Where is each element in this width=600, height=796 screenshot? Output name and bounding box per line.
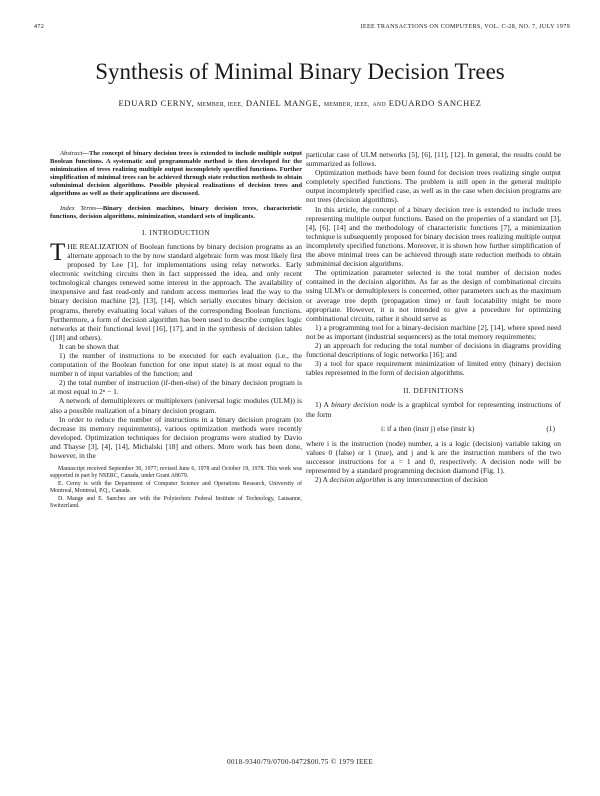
index-terms-text: —Binary decision machines, binary decision trees, characteristic functions, decision algorithms, minimization, standard sets of implicants. xyxy=(50,204,302,220)
author-2-role: MEMBER, IEEE, xyxy=(323,102,370,108)
equation-expression: i: if a then (instr j) else (instr k) xyxy=(381,423,475,433)
right-paragraph-2: Optimization methods have been found for decision trees realizing single output completely specified functions. The problem is still open in the general multiple output incompletely specified case, as well as in the case when decision programs are not trees (decision algorithms). xyxy=(306,168,561,205)
intro-paragraph-4: 2) the total number of instruction (if-then-else) of the binary decision program is at most equal to 2ⁿ − 1. xyxy=(50,378,302,397)
left-column xyxy=(50,150,302,511)
page-number: 472 xyxy=(34,23,45,30)
author-3: EDUARDO SANCHEZ xyxy=(388,98,482,108)
definition-2-lead: 2) A xyxy=(315,475,330,484)
right-paragraph-4: The optimization parameter selected is the total number of decision nodes contained in the decision algorithm. As far as the design of combinational circuits using ULM's or demultiplexers is concerned, other parameters such as the maximum or average tree depth (propagation time) or fault locatability might be more appropriate. However, it is not intended to give a procedure for optimizing combinational circuits, rather it should serve as xyxy=(306,268,561,323)
index-terms-label: Index Terms xyxy=(60,204,97,212)
section-heading-definitions: II. DEFINITIONS xyxy=(403,386,464,396)
definition-1-continued: where i is the instruction (node) number, a is a logic (decision) variable taking on values 0 (false) or 1 (true), and j and k are the instruction numbers of the two successor instructions for a = 1 and 0, respectively. A decision node will be represented by a standard programming decision diamond (Fig. 1). xyxy=(306,438,561,475)
journal-name: IEEE TRANSACTIONS ON COMPUTERS, VOL. C-28, NO. 7, JULY 1979 xyxy=(360,23,570,30)
intro-paragraph-2: It can be shown that xyxy=(59,341,119,351)
copyright-footer: 0018-9340/79/0700-0472$00.75 © 1979 IEEE xyxy=(226,758,374,766)
author-and: AND xyxy=(372,102,386,108)
definition-2 xyxy=(306,475,561,484)
equation-1 xyxy=(306,422,561,436)
section-heading-introduction: I. INTRODUCTION xyxy=(142,227,210,237)
right-paragraph-5: 1) a programming tool for a binary-decision machine [2], [14], where speed need not be as important (industrial sequencers) as the total memory requirements; xyxy=(306,322,561,341)
author-1-role: MEMBER, IEEE, xyxy=(197,102,244,108)
intro-lead: HE REALIZATION xyxy=(67,241,129,251)
intro-paragraph-5: A network of demultiplexers or multiplexers (universal logic modules (ULM)) is also a possible realization of a binary decision program. xyxy=(50,396,302,415)
right-paragraph-7: 3) a tool for space requirement minimization of limited entry (binary) decision tables represented in the form of decision algorithms. xyxy=(306,359,561,378)
intro-paragraph-1 xyxy=(50,238,302,342)
footnotes xyxy=(50,466,302,510)
equation-number: (1) xyxy=(546,423,555,433)
abstract-text: —The concept of binary decision trees is extended to include multiple output Boolean functions. A systematic and programmable method is then developed for the minimization of trees realizing multiple output incompletely specified functions. Further simplification of minimal trees can be achieved through state reduction methods to obtain subminimal decision algorithms. Possible physical realizations of decision trees and algorithms as well as their applications are discussed. xyxy=(50,150,302,198)
definition-1 xyxy=(306,400,561,418)
right-paragraph-6: 2) an approach for reducing the total number of decisions in diagrams providing functional descriptions of logic networks [16]; and xyxy=(306,340,561,360)
intro-paragraph-3: 1) the number of instructions to be executed for each evaluation (i.e., the computation of the Boolean function for one input state) is at most equal to the number n of input variables of the function; and xyxy=(50,350,302,379)
definition-2-term: decision algorithm xyxy=(329,475,386,484)
abstract xyxy=(50,150,302,199)
author-line xyxy=(0,98,600,111)
running-header xyxy=(34,23,570,33)
right-paragraph-3: In this article, the concept of a binary decision tree is extended to include trees representing multiple output functions. Based on the properties of a standard set [3], [4], [6], [14] and the methodology of characteristic functions [7], a minimization technique is subsequently proposed for binary decision trees realizing multiple output incompletely specified functions. Moreover, it is shown how further simplification of the above minimal trees can be achieved through state reduction methods to obtain subminimal decision algorithms. xyxy=(306,204,561,269)
footnote-cerny: E. Cerny is with the Department of Computer Science and Operations Research, University of Montreal, Montreal, P.Q., Canada. xyxy=(50,481,302,495)
footnote-mange-sanchez: D. Mange and E. Sanchez are with the Polytechnic Federal Institute of Technology, Lausanne, Switzerland. xyxy=(50,496,302,510)
intro-text: of Boolean functions by binary decision programs as an alternate approach to the by now standard algebraic form was most likely first proposed by Lee [1], for implementations using relay networks. Early electronic switching circuits then in fact suppressed the idea, and only recent technological changes renewed some interest in the approach. The availability of inexpensive and fast read-only and random access memories lead the way to the binary decision machine [2], [13], [14], which serially executes binary decision programs, thereby evaluating local values of the corresponding Boolean functions. Furthermore, a form of decision algorithm has been used to describe complex logic networks at their functional level [16], [17], and in the synthesis of decision tables ([18] and others). xyxy=(50,241,302,342)
author-1: EDUARD CERNY, xyxy=(118,98,195,108)
definition-1-term: binary decision node xyxy=(331,400,396,410)
definition-2-text: is any interconnection of decision xyxy=(385,475,488,484)
author-2: DANIEL MANGE, xyxy=(245,98,322,108)
intro-paragraph-6: In order to reduce the number of instructions in a binary decision program (to decrease its memory requirements), various optimization methods were recently developed. Optimization techniques for decision programs were studied by Davio and Thayse [3], [4], [14], Michalski [18] and others. More work has been done, however, in the xyxy=(50,414,302,460)
definition-1-text: is a graphical symbol for representing instructions of the form xyxy=(306,400,561,419)
index-terms xyxy=(50,205,302,221)
abstract-label: Abstract xyxy=(60,150,83,157)
right-column xyxy=(306,150,561,484)
paper-title: Synthesis of Minimal Binary Decision Trees xyxy=(95,59,505,84)
right-paragraph-1: particular case of ULM networks [5], [6], [11], [12]. In general, the results could be summarized as follows. xyxy=(306,150,561,169)
drop-cap: T xyxy=(50,238,66,266)
footnote-manuscript: Manuscript received September 30, 1977; revised June 6, 1978 and October 19, 1978. This work was supported in part by NSERC, Canada, under Grant A8679. xyxy=(50,466,302,480)
definition-1-lead: 1) A xyxy=(315,400,332,410)
